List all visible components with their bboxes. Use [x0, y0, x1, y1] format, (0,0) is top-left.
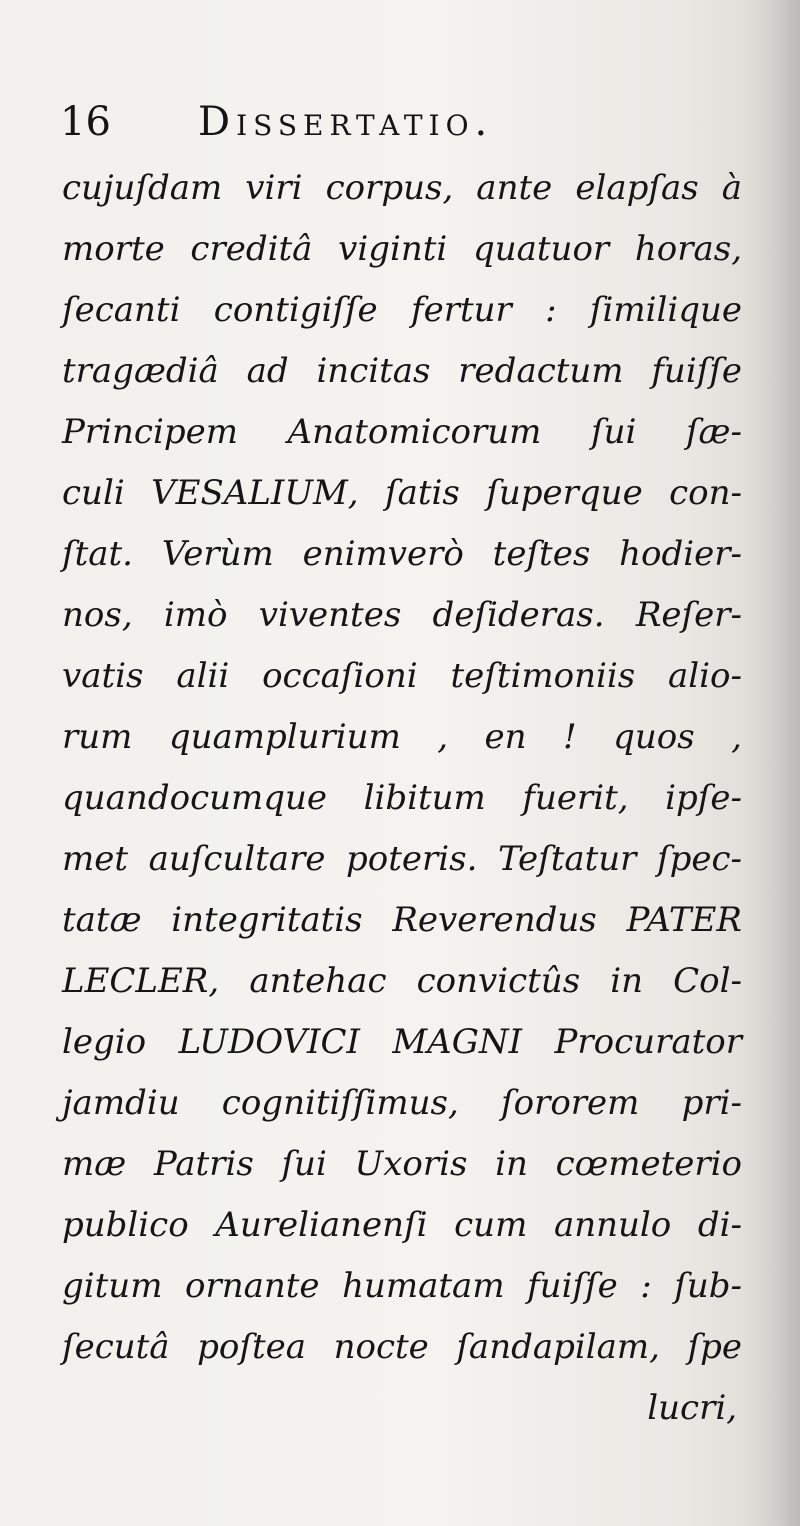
catchword: lucri, — [647, 1388, 737, 1428]
text-line: LECLER, antehac convictûs in Col- — [62, 961, 742, 1001]
page-edge-shadow — [745, 0, 800, 1526]
text-line: mæ Patris ſui Uxoris in cœmeterio — [62, 1144, 742, 1184]
text-line: ſecanti contigiſſe fertur : ſimilique — [62, 290, 742, 330]
text-line: ſecutâ poſtea nocte ſandapilam, ſpe — [62, 1327, 742, 1367]
running-title: Dissertatio. — [198, 99, 494, 145]
text-line: tatæ integritatis Reverendus PATER — [62, 900, 742, 940]
text-line: cujuſdam viri corpus, ante elapſas à — [62, 168, 742, 208]
text-line: nos, imò viventes deſideras. Reſer- — [62, 595, 742, 635]
text-line: gitum ornante humatam fuiſſe : ſub- — [62, 1266, 742, 1306]
text-line: legio LUDOVICI MAGNI Procurator — [62, 1022, 742, 1062]
text-line: Principem Anatomicorum ſui ſæ- — [62, 412, 742, 452]
text-line: tragædiâ ad incitas redactum fuiſſe — [62, 351, 742, 391]
page-number: 16 — [60, 99, 111, 145]
text-line: ſtat. Verùm enimverò teſtes hodier- — [62, 534, 742, 574]
text-line: vatis alii occaſioni teſtimoniis alio- — [62, 656, 742, 696]
text-line: morte creditâ viginti quatuor horas, — [62, 229, 742, 269]
page-header — [60, 92, 760, 152]
text-line: publico Aurelianenſi cum annulo di- — [62, 1205, 742, 1245]
text-line: culi VESALIUM, ſatis ſuperque con- — [62, 473, 742, 513]
text-line: rum quamplurium , en ! quos , — [62, 717, 742, 757]
text-line: met auſcultare poteris. Teſtatur ſpec- — [62, 839, 742, 879]
text-line: jamdiu cognitiſſimus, ſororem pri- — [62, 1083, 742, 1123]
text-line: quandocumque libitum fuerit, ipſe- — [62, 778, 742, 818]
text-block — [62, 158, 742, 1439]
